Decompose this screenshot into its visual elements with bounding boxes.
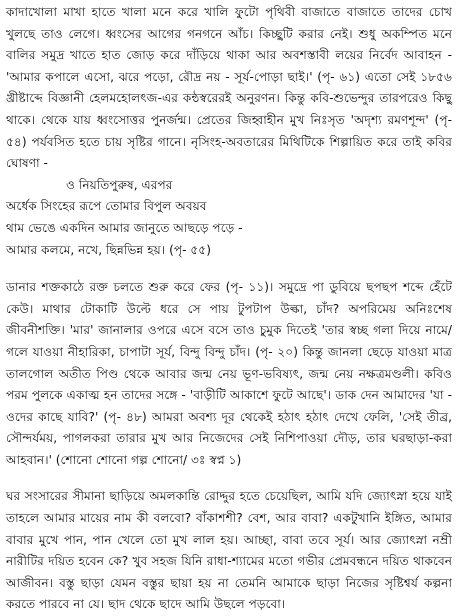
paragraph-3: ঘর সংসারের সীমানা ছাড়িয়ে অমলকান্তি রোদ্দুর হতে চেয়েছিল, আমি যদি জ্যোৎস্না হয়ে যাই তাহলে আমার মায়ের নাম কী বলবো? বাঁকাশশী? বেশ, আর বাবা? একটুখানি ইঙ্গিত, আমার বাবার মুখে পান, পান খেলে তো মুখ লাল হয়। আচ্ছা, বাবা তবে সূর্য। আর জ্যোৎস্না নম্রী নারীটির দয়িত হবেন কে? খুব সহজ যিনি রাধা-শ্যামের মতো গভীর প্রেমবন্ধনে দয়িত থাকবেন আজীবন। বস্তু ছাড়া যেমন বস্তুর ছায়া হয় না তেমনি আমাকে ছাড়া নিজের সৃষ্টিশ্বর্য কল্পনা করতে পারবে না যে। ছাদ থেকে ছাদে আমি উছলে পড়বো। — [6, 489, 452, 612]
verse-quote — [6, 175, 452, 261]
paragraph-1: কাদাখোলা মাখা হাতে খালা মনে করে খালি ফুটো পৃথিবী বাজাতে বাজাতে তাদের চোখ খুলছে তাও লেগে। ধ্বংসের আগের গনগনে আঁচ। কিচ্ছুটি করার নেই। শুধু অকম্পিত মনে বালির সমুদ্র খাতে হাত জোড় করে দাঁড়িয়ে থাকা আর অবশস্তাবী লয়ের নির্বেদ আবাহন - 'আমার কপালে এসো, ঝরে পড়ো, রৌদ্র নয় - সূর্য-পোড়া ছাই।' (পৃ- ৬১) এতো সেই ১৮৫৬ খ্রীষ্টাব্দে বিজ্ঞানী হেলমহোলৎজ-এর কন্ঠস্বরেরই অনুরণন। কিন্তু কবি-শুভেন্দুর তারপরেও কিছু থাকে। থেকে যায় ধ্বংসোত্তর পুনর্জন্ম। প্রেতের জিহ্বাহীন মুখ নিঃসৃত 'অদৃশ্য রমণশূন্দ' (পৃ- ৫৪) পর্যবসিত হতে চায় সৃষ্টির গানে। নৃসিংহ-অবতারের মিথিটিকে শিল্পায়িত করে তাই কবির ঘোষণা - — [6, 5, 452, 171]
paragraph-2: ডানার শক্তকাঠে রক্ত চলতে শুরু করে ফের (পৃ- ১১)। সমুদ্রে পা ডুবিয়ে ছপছপ শব্দে হেঁটে কেউ। মাথার টোকাটি উল্টে ধরে সে পায় টুপটাপ উল্কা, চাঁদ? অপরিমেয় অনিঃশেষ জীবনীশক্তি। 'মার' জানালার ওপরে এসে বসে তাও চুমুক দিতেই 'তার স্বচ্ছ গলা দিয়ে নামে/ গলে যাওয়া নীহারিকা, চাপাটা সূর্য, বিন্দু বিন্দু চাঁদ। (পৃ- ২০) কিন্তু জানলা ছেড়ে যাওয়া মাত্র তালগোল অতীত পিণ্ড থেকে আবার জন্ম নেয় ভূণ-ভবিষ্যৎ, জন্ম নেয় নক্ষত্রমণ্ডলী। কবিও পরম পুলকে একাত্ম হন তাদের সঙ্গে - 'বাড়ীটি আকাশে ফুটে আছে'। ডাক দেন আমাদের 'যা - ওদের কাছে যাবি?' (পৃ- ৪৮) আমরা অবশ্য দূর থেকেই হঠাৎ হঠাৎ দেখে ফেলি, 'সেই তীব্র, সৌন্দর্যময়, পাগলকরা তারার মুখ আর নিজেদের সেই নিশিপাওয়া দৌড়, তার ঘরছাড়া-করা আহবান।' (শোনো শোনো গল্প শোনো/ ৩ঃ স্বপ্ন ১) — [6, 280, 452, 467]
paragraph-gap — [6, 471, 452, 486]
verse-line-3: থাম ভেঙে একদিন আমার জানুতে আছড়ে পড়ে - — [6, 220, 243, 235]
document-page — [6, 2, 452, 616]
paragraph-block-1 — [6, 2, 452, 261]
verse-line-2: অর্ধেক সিংহের রূপে তোমার বিপুল অবয়ব — [6, 199, 207, 214]
verse-line-4: আমার কলমে, নখে, ছিন্নভিন্ন হয়। (পৃ- ৫৫) — [6, 242, 211, 257]
paragraph-gap — [6, 261, 452, 277]
verse-line-1: ও নিয়তিপুরুষ, এরপর — [66, 177, 173, 192]
